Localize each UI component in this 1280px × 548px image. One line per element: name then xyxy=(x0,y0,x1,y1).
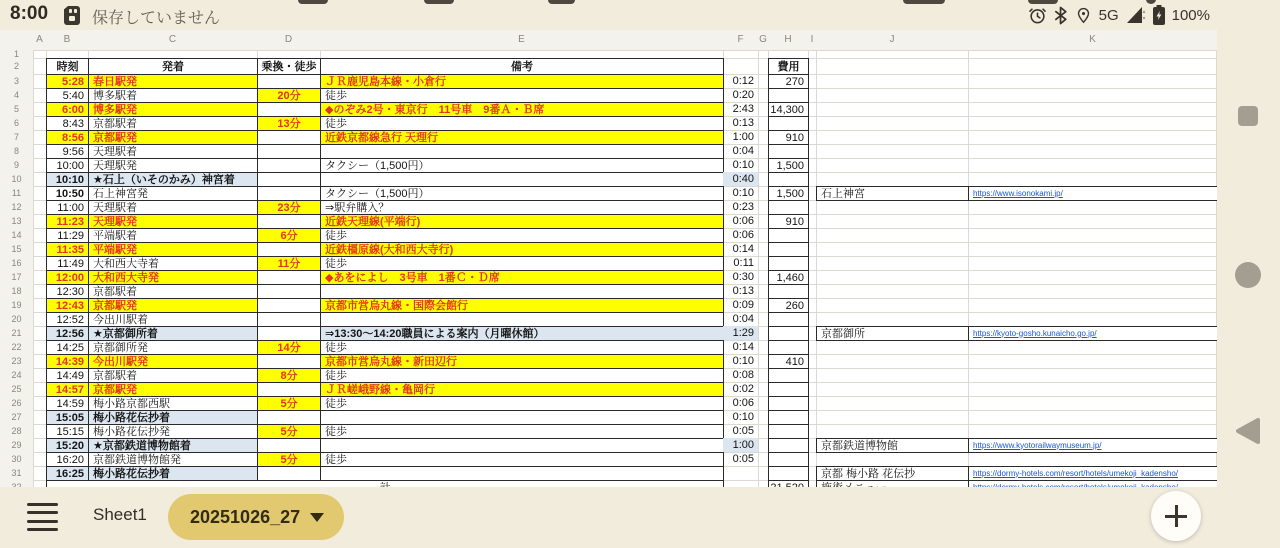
cell-C25[interactable]: 京都駅発 xyxy=(88,382,258,397)
cell-H8[interactable] xyxy=(768,144,809,159)
cell-D25[interactable] xyxy=(257,382,321,397)
cell-F6[interactable]: 0:13 xyxy=(732,117,754,129)
cell-E13[interactable]: 近鉄天理線(平端行) xyxy=(320,214,724,229)
row-header-16[interactable]: 16 xyxy=(11,258,22,268)
sheet-tab-bar xyxy=(0,487,1280,548)
column-header-G[interactable]: G xyxy=(759,34,767,45)
tab-active[interactable] xyxy=(168,494,344,540)
cell-D6[interactable]: 13分 xyxy=(257,116,321,131)
cell-E8[interactable] xyxy=(320,144,724,159)
home-button-icon[interactable] xyxy=(1235,262,1261,288)
cell-C3[interactable]: 春日駅発 xyxy=(88,74,258,89)
cell-D3[interactable] xyxy=(257,74,321,89)
column-header-D[interactable]: D xyxy=(284,34,293,45)
row-header-25[interactable]: 25 xyxy=(11,384,22,394)
cell-H25[interactable] xyxy=(768,382,809,397)
signal-icon xyxy=(1126,6,1146,24)
cell-F17[interactable]: 0:30 xyxy=(732,271,754,283)
row-header-19[interactable]: 19 xyxy=(11,300,22,310)
cell-F29[interactable]: 1:00 xyxy=(723,438,758,452)
cell-E23[interactable]: 京都市営烏丸線・新田辺行 xyxy=(320,354,724,369)
cell-E3[interactable]: ＪＲ鹿児島本線・小倉行 xyxy=(320,74,724,89)
cell-C31[interactable]: 梅小路花伝抄着 xyxy=(88,466,258,481)
row-header-28[interactable]: 28 xyxy=(11,426,22,436)
cell-E26[interactable]: 徒歩 xyxy=(320,396,724,411)
cell-H4[interactable] xyxy=(768,88,809,103)
row-header-29[interactable]: 29 xyxy=(11,440,22,450)
cell-C24[interactable]: 京都駅着 xyxy=(88,368,258,383)
cell-E5[interactable]: ◆のぞみ2号・東京行 11号車 9番Ａ・Ｂ席 xyxy=(320,102,724,117)
tab-sheet1[interactable]: Sheet1 xyxy=(93,505,147,524)
cell-D23[interactable] xyxy=(257,354,321,369)
cell-H30[interactable] xyxy=(768,452,809,467)
cell-D13[interactable] xyxy=(257,214,321,229)
cell-B3[interactable]: 5:28 xyxy=(46,74,89,89)
cell-B8[interactable]: 9:56 xyxy=(46,144,89,159)
cell-F11[interactable]: 0:10 xyxy=(732,187,754,199)
cell-C11[interactable]: 石上神宮発 xyxy=(88,186,258,201)
cell-D11[interactable] xyxy=(257,186,321,201)
cell-D22[interactable]: 14分 xyxy=(257,340,321,355)
cell-C26[interactable]: 梅小路京都西駅 xyxy=(88,396,258,411)
cell-B5[interactable]: 6:00 xyxy=(46,102,89,117)
cell-H29[interactable] xyxy=(768,438,809,453)
row-header-12[interactable]: 12 xyxy=(11,202,22,212)
row-header-8[interactable]: 8 xyxy=(13,146,19,156)
cell-D10[interactable] xyxy=(257,172,321,187)
cell-F18[interactable]: 0:13 xyxy=(732,285,754,297)
cell-B12[interactable]: 11:00 xyxy=(46,200,89,215)
cut-notification-icon xyxy=(903,0,945,4)
cell-F14[interactable]: 0:06 xyxy=(732,229,754,241)
cell-C18[interactable]: 京都駅着 xyxy=(88,284,258,299)
cell-B28[interactable]: 15:15 xyxy=(46,424,89,439)
cell-E29[interactable] xyxy=(320,438,724,453)
cell-D18[interactable] xyxy=(257,284,321,299)
cell-E4[interactable]: 徒歩 xyxy=(320,88,724,103)
cell-E19[interactable]: 京都市営烏丸線・国際会館行 xyxy=(320,298,724,313)
cell-C4[interactable]: 博多駅着 xyxy=(88,88,258,103)
cell-D28[interactable]: 5分 xyxy=(257,424,321,439)
cell-F9[interactable]: 0:10 xyxy=(732,159,754,171)
cell-C6[interactable]: 京都駅着 xyxy=(88,116,258,131)
cell-B30[interactable]: 16:20 xyxy=(46,452,89,467)
cell-H5[interactable]: 14,300 xyxy=(768,102,809,117)
cell-E7[interactable]: 近鉄京都線急行 天理行 xyxy=(320,130,724,145)
menu-icon[interactable] xyxy=(27,503,58,531)
cell-E22[interactable]: 徒歩 xyxy=(320,340,724,355)
cell-F19[interactable]: 0:09 xyxy=(732,299,754,311)
cell-D27[interactable] xyxy=(257,410,321,425)
cell-B19[interactable]: 12:43 xyxy=(46,298,89,313)
cell-B26[interactable]: 14:59 xyxy=(46,396,89,411)
grid-line xyxy=(33,50,1217,51)
cell-B20[interactable]: 12:52 xyxy=(46,312,89,327)
row-header-4[interactable]: 4 xyxy=(13,90,19,100)
cell-E16[interactable]: 徒歩 xyxy=(320,256,724,271)
cell-C30[interactable]: 京都鉄道博物館発 xyxy=(88,452,258,467)
cell-F23[interactable]: 0:10 xyxy=(732,355,754,367)
cell-F30[interactable]: 0:05 xyxy=(732,453,754,465)
cell-B25[interactable]: 14:57 xyxy=(46,382,89,397)
cell-C28[interactable]: 梅小路花伝抄発 xyxy=(88,424,258,439)
cell-E18[interactable] xyxy=(320,284,724,299)
cell-B7[interactable]: 8:56 xyxy=(46,130,89,145)
cell-H19[interactable]: 260 xyxy=(768,298,809,313)
cell-E10[interactable] xyxy=(320,172,724,187)
cell-C14[interactable]: 平端駅着 xyxy=(88,228,258,243)
cell-B23[interactable]: 14:39 xyxy=(46,354,89,369)
cell-B31[interactable]: 16:25 xyxy=(46,466,89,481)
cell-C29[interactable]: ★京都鉄道博物館着 xyxy=(88,438,258,453)
cell-E27[interactable] xyxy=(320,410,724,425)
cell-D24[interactable]: 8分 xyxy=(257,368,321,383)
cell-F26[interactable]: 0:06 xyxy=(732,397,754,409)
cell-F28[interactable]: 0:05 xyxy=(732,425,754,437)
cell-E20[interactable] xyxy=(320,312,724,327)
plus-icon xyxy=(1165,505,1187,527)
cell-H6[interactable] xyxy=(768,116,809,131)
row-header-10[interactable]: 10 xyxy=(11,174,22,184)
cell-F22[interactable]: 0:14 xyxy=(732,341,754,353)
cell-H26[interactable] xyxy=(768,396,809,411)
status-bar xyxy=(0,0,1280,30)
row-header-24[interactable]: 24 xyxy=(11,370,22,380)
cell-H22[interactable] xyxy=(768,340,809,355)
cell-H12[interactable] xyxy=(768,200,809,215)
save-notification-icon xyxy=(64,6,80,25)
cell-H18[interactable] xyxy=(768,284,809,299)
cell-J11[interactable]: 石上神宮 xyxy=(816,186,969,201)
cell-E30[interactable]: 徒歩 xyxy=(320,452,724,467)
cell-E15[interactable]: 近鉄橿原線(大和西大寺行) xyxy=(320,242,724,257)
cell-C7[interactable]: 京都駅発 xyxy=(88,130,258,145)
cell-C17[interactable]: 大和西大寺発 xyxy=(88,270,258,285)
row-header-23[interactable]: 23 xyxy=(11,356,22,366)
cell-F25[interactable]: 0:02 xyxy=(732,383,754,395)
row-header-3[interactable]: 3 xyxy=(13,76,19,86)
cell-B27[interactable]: 15:05 xyxy=(46,410,89,425)
cell-B18[interactable]: 12:30 xyxy=(46,284,89,299)
cell-E12[interactable]: ⇒駅弁購入？ xyxy=(320,200,724,215)
recents-button-icon[interactable] xyxy=(1238,106,1258,126)
row-header-30[interactable]: 30 xyxy=(11,454,22,464)
cell-C21[interactable]: ★京都御所着 xyxy=(88,326,258,341)
cell-H9[interactable]: 1,500 xyxy=(768,158,809,173)
cell-H28[interactable] xyxy=(768,424,809,439)
cell-B13[interactable]: 11:23 xyxy=(46,214,89,229)
cell-F12[interactable]: 0:23 xyxy=(732,201,754,213)
row-header-6[interactable]: 6 xyxy=(13,118,19,128)
cell-E31[interactable] xyxy=(320,466,724,481)
cell-H10[interactable] xyxy=(768,172,809,187)
cell-B22[interactable]: 14:25 xyxy=(46,340,89,355)
cell-H3[interactable]: 270 xyxy=(768,74,809,89)
cell-H27[interactable] xyxy=(768,410,809,425)
cell-D7[interactable] xyxy=(257,130,321,145)
cell-D12[interactable]: 23分 xyxy=(257,200,321,215)
cell-D26[interactable]: 5分 xyxy=(257,396,321,411)
cell-J31[interactable]: 京都 梅小路 花伝抄 xyxy=(816,466,969,481)
cell-H17[interactable]: 1,460 xyxy=(768,270,809,285)
cell-D20[interactable] xyxy=(257,312,321,327)
row-header-26[interactable]: 26 xyxy=(11,398,22,408)
column-header-K[interactable]: K xyxy=(1089,34,1096,45)
cell-F4[interactable]: 0:20 xyxy=(732,89,754,101)
header-note[interactable]: 備考 xyxy=(320,58,724,75)
cell-H14[interactable] xyxy=(768,228,809,243)
column-header-F[interactable]: F xyxy=(737,34,744,45)
cell-D4[interactable]: 20分 xyxy=(257,88,321,103)
cell-E24[interactable]: 徒歩 xyxy=(320,368,724,383)
column-header-B[interactable]: B xyxy=(63,34,71,45)
android-nav-rail xyxy=(1217,0,1280,548)
cell-B24[interactable]: 14:49 xyxy=(46,368,89,383)
header-time[interactable]: 時刻 xyxy=(46,58,89,75)
alarm-icon xyxy=(1028,6,1047,25)
row-header-9[interactable]: 9 xyxy=(13,160,19,170)
cell-H7[interactable]: 910 xyxy=(768,130,809,145)
column-header-C[interactable]: C xyxy=(168,34,177,45)
cell-D21[interactable] xyxy=(257,326,321,341)
column-header-J[interactable]: J xyxy=(889,34,895,45)
cell-D8[interactable] xyxy=(257,144,321,159)
cell-E28[interactable]: 徒歩 xyxy=(320,424,724,439)
cell-K31-link[interactable]: https://dormy-hotels.com/resort/hotels/umekoji_kadensho/ xyxy=(968,466,1218,481)
cell-J21[interactable]: 京都御所 xyxy=(816,326,969,341)
row-header-18[interactable]: 18 xyxy=(11,286,22,296)
row-header-15[interactable]: 15 xyxy=(11,244,22,254)
cell-H16[interactable] xyxy=(768,256,809,271)
cell-C20[interactable]: 今出川駅着 xyxy=(88,312,258,327)
battery-charging-icon xyxy=(1153,5,1165,25)
row-header-2[interactable]: 2 xyxy=(13,61,19,71)
cut-notification-icon xyxy=(548,0,575,4)
cell-B9[interactable]: 10:00 xyxy=(46,158,89,173)
cell-C12[interactable]: 天理駅着 xyxy=(88,200,258,215)
cell-C13[interactable]: 天理駅発 xyxy=(88,214,258,229)
clock-time: 8:00 xyxy=(10,3,49,24)
cell-H20[interactable] xyxy=(768,312,809,327)
cell-E21[interactable]: ⇒13:30～14:20職員による案内（月曜休館） xyxy=(320,326,724,341)
cell-B16[interactable]: 11:49 xyxy=(46,256,89,271)
back-button-icon[interactable] xyxy=(1233,416,1263,446)
cell-D15[interactable] xyxy=(257,242,321,257)
row-header-14[interactable]: 14 xyxy=(11,230,22,240)
cell-D19[interactable] xyxy=(257,298,321,313)
header-station[interactable]: 発着 xyxy=(88,58,258,75)
cell-H11[interactable]: 1,500 xyxy=(768,186,809,201)
cell-C5[interactable]: 博多駅発 xyxy=(88,102,258,117)
cell-B21[interactable]: 12:56 xyxy=(46,326,89,341)
spreadsheet-grid[interactable] xyxy=(0,30,1217,487)
cell-D31[interactable] xyxy=(257,466,321,481)
cell-C19[interactable]: 京都駅発 xyxy=(88,298,258,313)
row-header-27[interactable]: 27 xyxy=(11,412,22,422)
bluetooth-icon xyxy=(1054,6,1068,25)
cell-D16[interactable]: 11分 xyxy=(257,256,321,271)
add-sheet-button[interactable] xyxy=(1151,491,1201,541)
cell-C23[interactable]: 今出川駅発 xyxy=(88,354,258,369)
cell-F8[interactable]: 0:04 xyxy=(732,145,754,157)
cut-notification-icon xyxy=(424,0,454,4)
cell-B10[interactable]: 10:10 xyxy=(46,172,89,187)
cell-F24[interactable]: 0:08 xyxy=(732,369,754,381)
cell-F3[interactable]: 0:12 xyxy=(732,75,754,87)
save-status-text: 保存していません xyxy=(92,10,221,27)
cell-H21[interactable] xyxy=(768,326,809,341)
cell-E6[interactable]: 徒歩 xyxy=(320,116,724,131)
cell-H13[interactable]: 910 xyxy=(768,214,809,229)
cell-K29-link[interactable]: https://www.kyotorailwaymuseum.jp/ xyxy=(968,438,1218,453)
cell-D14[interactable]: 6分 xyxy=(257,228,321,243)
battery-percent: 100% xyxy=(1171,6,1210,24)
cell-E9[interactable]: タクシー（1,500円） xyxy=(320,158,724,173)
cell-H31[interactable] xyxy=(768,466,809,481)
cell-D29[interactable] xyxy=(257,438,321,453)
cell-C8[interactable]: 天理駅着 xyxy=(88,144,258,159)
row-header-7[interactable]: 7 xyxy=(13,132,19,142)
location-icon xyxy=(1075,6,1092,25)
cell-F10[interactable]: 0:40 xyxy=(723,172,758,186)
cell-F20[interactable]: 0:04 xyxy=(732,313,754,325)
cell-J29[interactable]: 京都鉄道博物館 xyxy=(816,438,969,453)
row-header-22[interactable]: 22 xyxy=(11,342,22,352)
cell-D17[interactable] xyxy=(257,270,321,285)
cell-B4[interactable]: 5:40 xyxy=(46,88,89,103)
row-header-21[interactable]: 21 xyxy=(11,328,22,338)
column-header-I[interactable]: I xyxy=(810,34,814,45)
cell-E14[interactable]: 徒歩 xyxy=(320,228,724,243)
row-header-17[interactable]: 17 xyxy=(11,272,22,282)
cell-F31[interactable] xyxy=(723,466,758,480)
cut-notification-icon xyxy=(298,0,328,4)
header-transfer[interactable]: 乗換・徒歩 xyxy=(257,58,321,75)
active-tab-label: 20251026_27 xyxy=(190,506,301,527)
cell-E11[interactable]: タクシー（1,500円） xyxy=(320,186,724,201)
row-header-1[interactable]: 1 xyxy=(13,49,19,59)
row-header-13[interactable]: 13 xyxy=(11,216,22,226)
cell-K21-link[interactable]: https://kyoto-gosho.kunaicho.go.jp/ xyxy=(968,326,1218,341)
cell-F13[interactable]: 0:06 xyxy=(732,215,754,227)
cell-F5[interactable]: 2:43 xyxy=(732,103,754,115)
cell-F27[interactable]: 0:10 xyxy=(732,411,754,423)
cell-H15[interactable] xyxy=(768,242,809,257)
cell-B17[interactable]: 12:00 xyxy=(46,270,89,285)
cell-F21[interactable]: 1:29 xyxy=(723,326,758,340)
cell-B11[interactable]: 10:50 xyxy=(46,186,89,201)
cell-C16[interactable]: 大和西大寺着 xyxy=(88,256,258,271)
column-header-E[interactable]: E xyxy=(518,34,525,45)
cell-B15[interactable]: 11:35 xyxy=(46,242,89,257)
row-header-31[interactable]: 31 xyxy=(11,468,22,478)
row-header-5[interactable]: 5 xyxy=(13,104,19,114)
cell-B29[interactable]: 15:20 xyxy=(46,438,89,453)
cell-H23[interactable]: 410 xyxy=(768,354,809,369)
row-header-20[interactable]: 20 xyxy=(11,314,22,324)
column-header-H[interactable]: H xyxy=(784,34,792,45)
cell-F15[interactable]: 0:14 xyxy=(732,243,754,255)
column-header-A[interactable]: A xyxy=(36,34,43,45)
chevron-down-icon xyxy=(310,513,324,522)
cell-C10[interactable]: ★石上（いそのかみ）神宮着 xyxy=(88,172,258,187)
cell-C9[interactable]: 天理駅発 xyxy=(88,158,258,173)
cell-C15[interactable]: 平端駅発 xyxy=(88,242,258,257)
cell-F16[interactable]: 0:11 xyxy=(733,257,754,269)
row-header-11[interactable]: 11 xyxy=(11,188,22,198)
cell-H24[interactable] xyxy=(768,368,809,383)
cell-B6[interactable]: 8:43 xyxy=(46,116,89,131)
cell-K11-link[interactable]: https://www.isonokami.jp/ xyxy=(968,186,1218,201)
cell-E25[interactable]: ＪＲ嵯峨野線・亀岡行 xyxy=(320,382,724,397)
cell-C27[interactable]: 梅小路花伝抄着 xyxy=(88,410,258,425)
header-cost[interactable]: 費用 xyxy=(768,58,809,75)
cell-C22[interactable]: 京都御所発 xyxy=(88,340,258,355)
network-type: 5G xyxy=(1098,6,1119,24)
cell-B14[interactable]: 11:29 xyxy=(46,228,89,243)
cell-E17[interactable]: ◆あをによし 3号車 1番Ｃ・Ｄ席 xyxy=(320,270,724,285)
cell-F7[interactable]: 1:00 xyxy=(732,131,754,143)
cell-D30[interactable]: 5分 xyxy=(257,452,321,467)
cell-D5[interactable] xyxy=(257,102,321,117)
cell-D9[interactable] xyxy=(257,158,321,173)
